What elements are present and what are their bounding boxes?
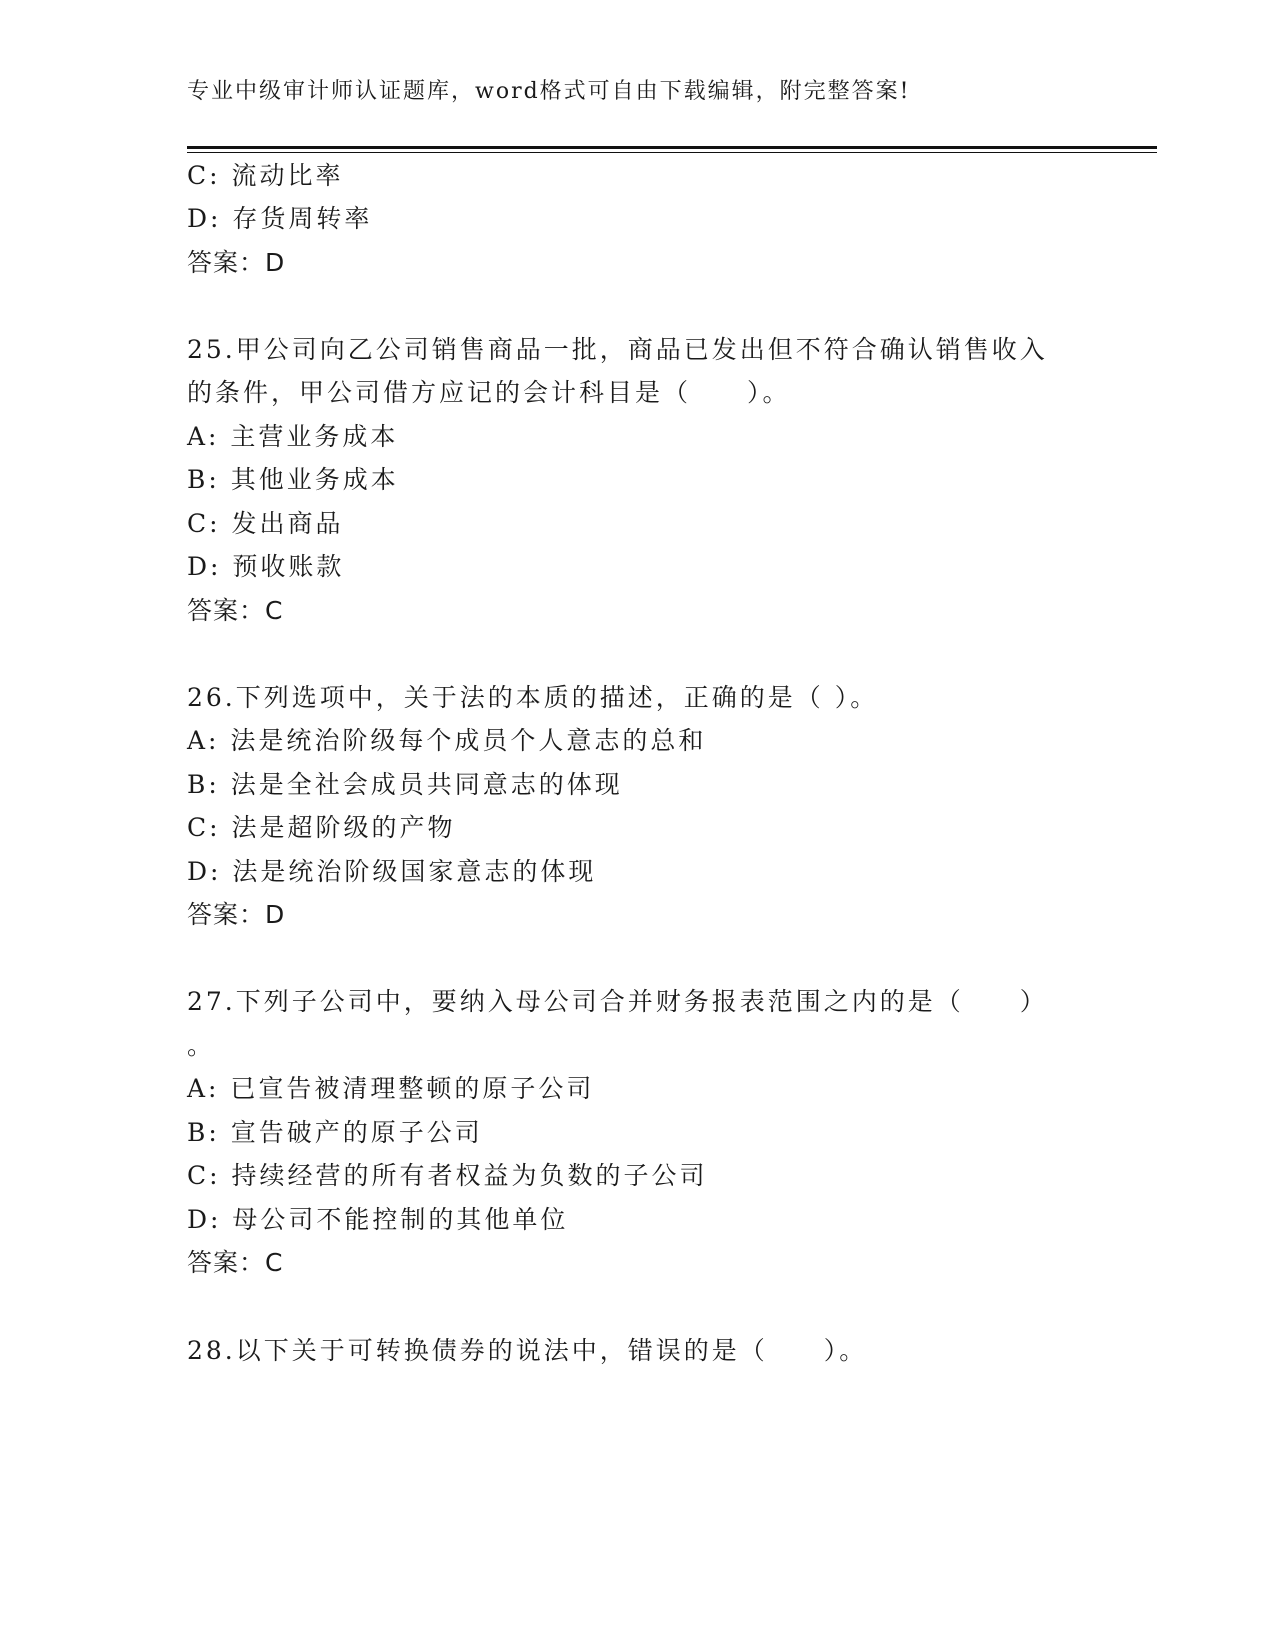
option-c-q25: C: 发出商品 <box>187 509 344 538</box>
option-a-q25: A: 主营业务成本 <box>187 422 399 451</box>
option-b-q25: B: 其他业务成本 <box>187 465 399 494</box>
option-b-q26: B: 法是全社会成员共同意志的体现 <box>187 770 623 799</box>
answer-q24: 答案：D <box>187 248 286 277</box>
answer-q25: 答案：C <box>187 596 284 625</box>
question-25-line-1: 25.甲公司向乙公司销售商品一批，商品已发出但不符合确认销售收入 <box>187 335 1048 364</box>
question-28: 28.以下关于可转换债券的说法中，错误的是（ ）。 <box>187 1336 868 1365</box>
option-d-q27: D: 母公司不能控制的其他单位 <box>187 1205 569 1234</box>
option-c-q24: C: 流动比率 <box>187 161 344 190</box>
option-c-q26: C: 法是超阶级的产物 <box>187 813 456 842</box>
page-header-text: 专业中级审计师认证题库，word格式可自由下载编辑，附完整答案! <box>187 79 911 104</box>
header-rule-thick <box>187 146 1157 149</box>
option-d-q26: D: 法是统治阶级国家意志的体现 <box>187 857 597 886</box>
option-a-q27: A: 已宣告被清理整顿的原子公司 <box>187 1074 595 1103</box>
option-d-q24: D: 存货周转率 <box>187 204 373 233</box>
option-a-q26: A: 法是统治阶级每个成员个人意志的总和 <box>187 726 707 755</box>
header-rule-thin <box>187 152 1157 153</box>
option-d-q25: D: 预收账款 <box>187 552 345 581</box>
option-b-q27: B: 宣告破产的原子公司 <box>187 1118 483 1147</box>
question-27-line-2: 。 <box>187 1031 216 1060</box>
answer-q27: 答案：C <box>187 1248 284 1277</box>
question-26: 26.下列选项中，关于法的本质的描述，正确的是（ ）。 <box>187 683 879 712</box>
answer-q26: 答案：D <box>187 900 286 929</box>
question-25-line-2: 的条件，甲公司借方应记的会计科目是（ ）。 <box>187 378 791 407</box>
question-27-line-1: 27.下列子公司中，要纳入母公司合并财务报表范围之内的是（ ） <box>187 987 1048 1016</box>
option-c-q27: C: 持续经营的所有者权益为负数的子公司 <box>187 1161 708 1190</box>
